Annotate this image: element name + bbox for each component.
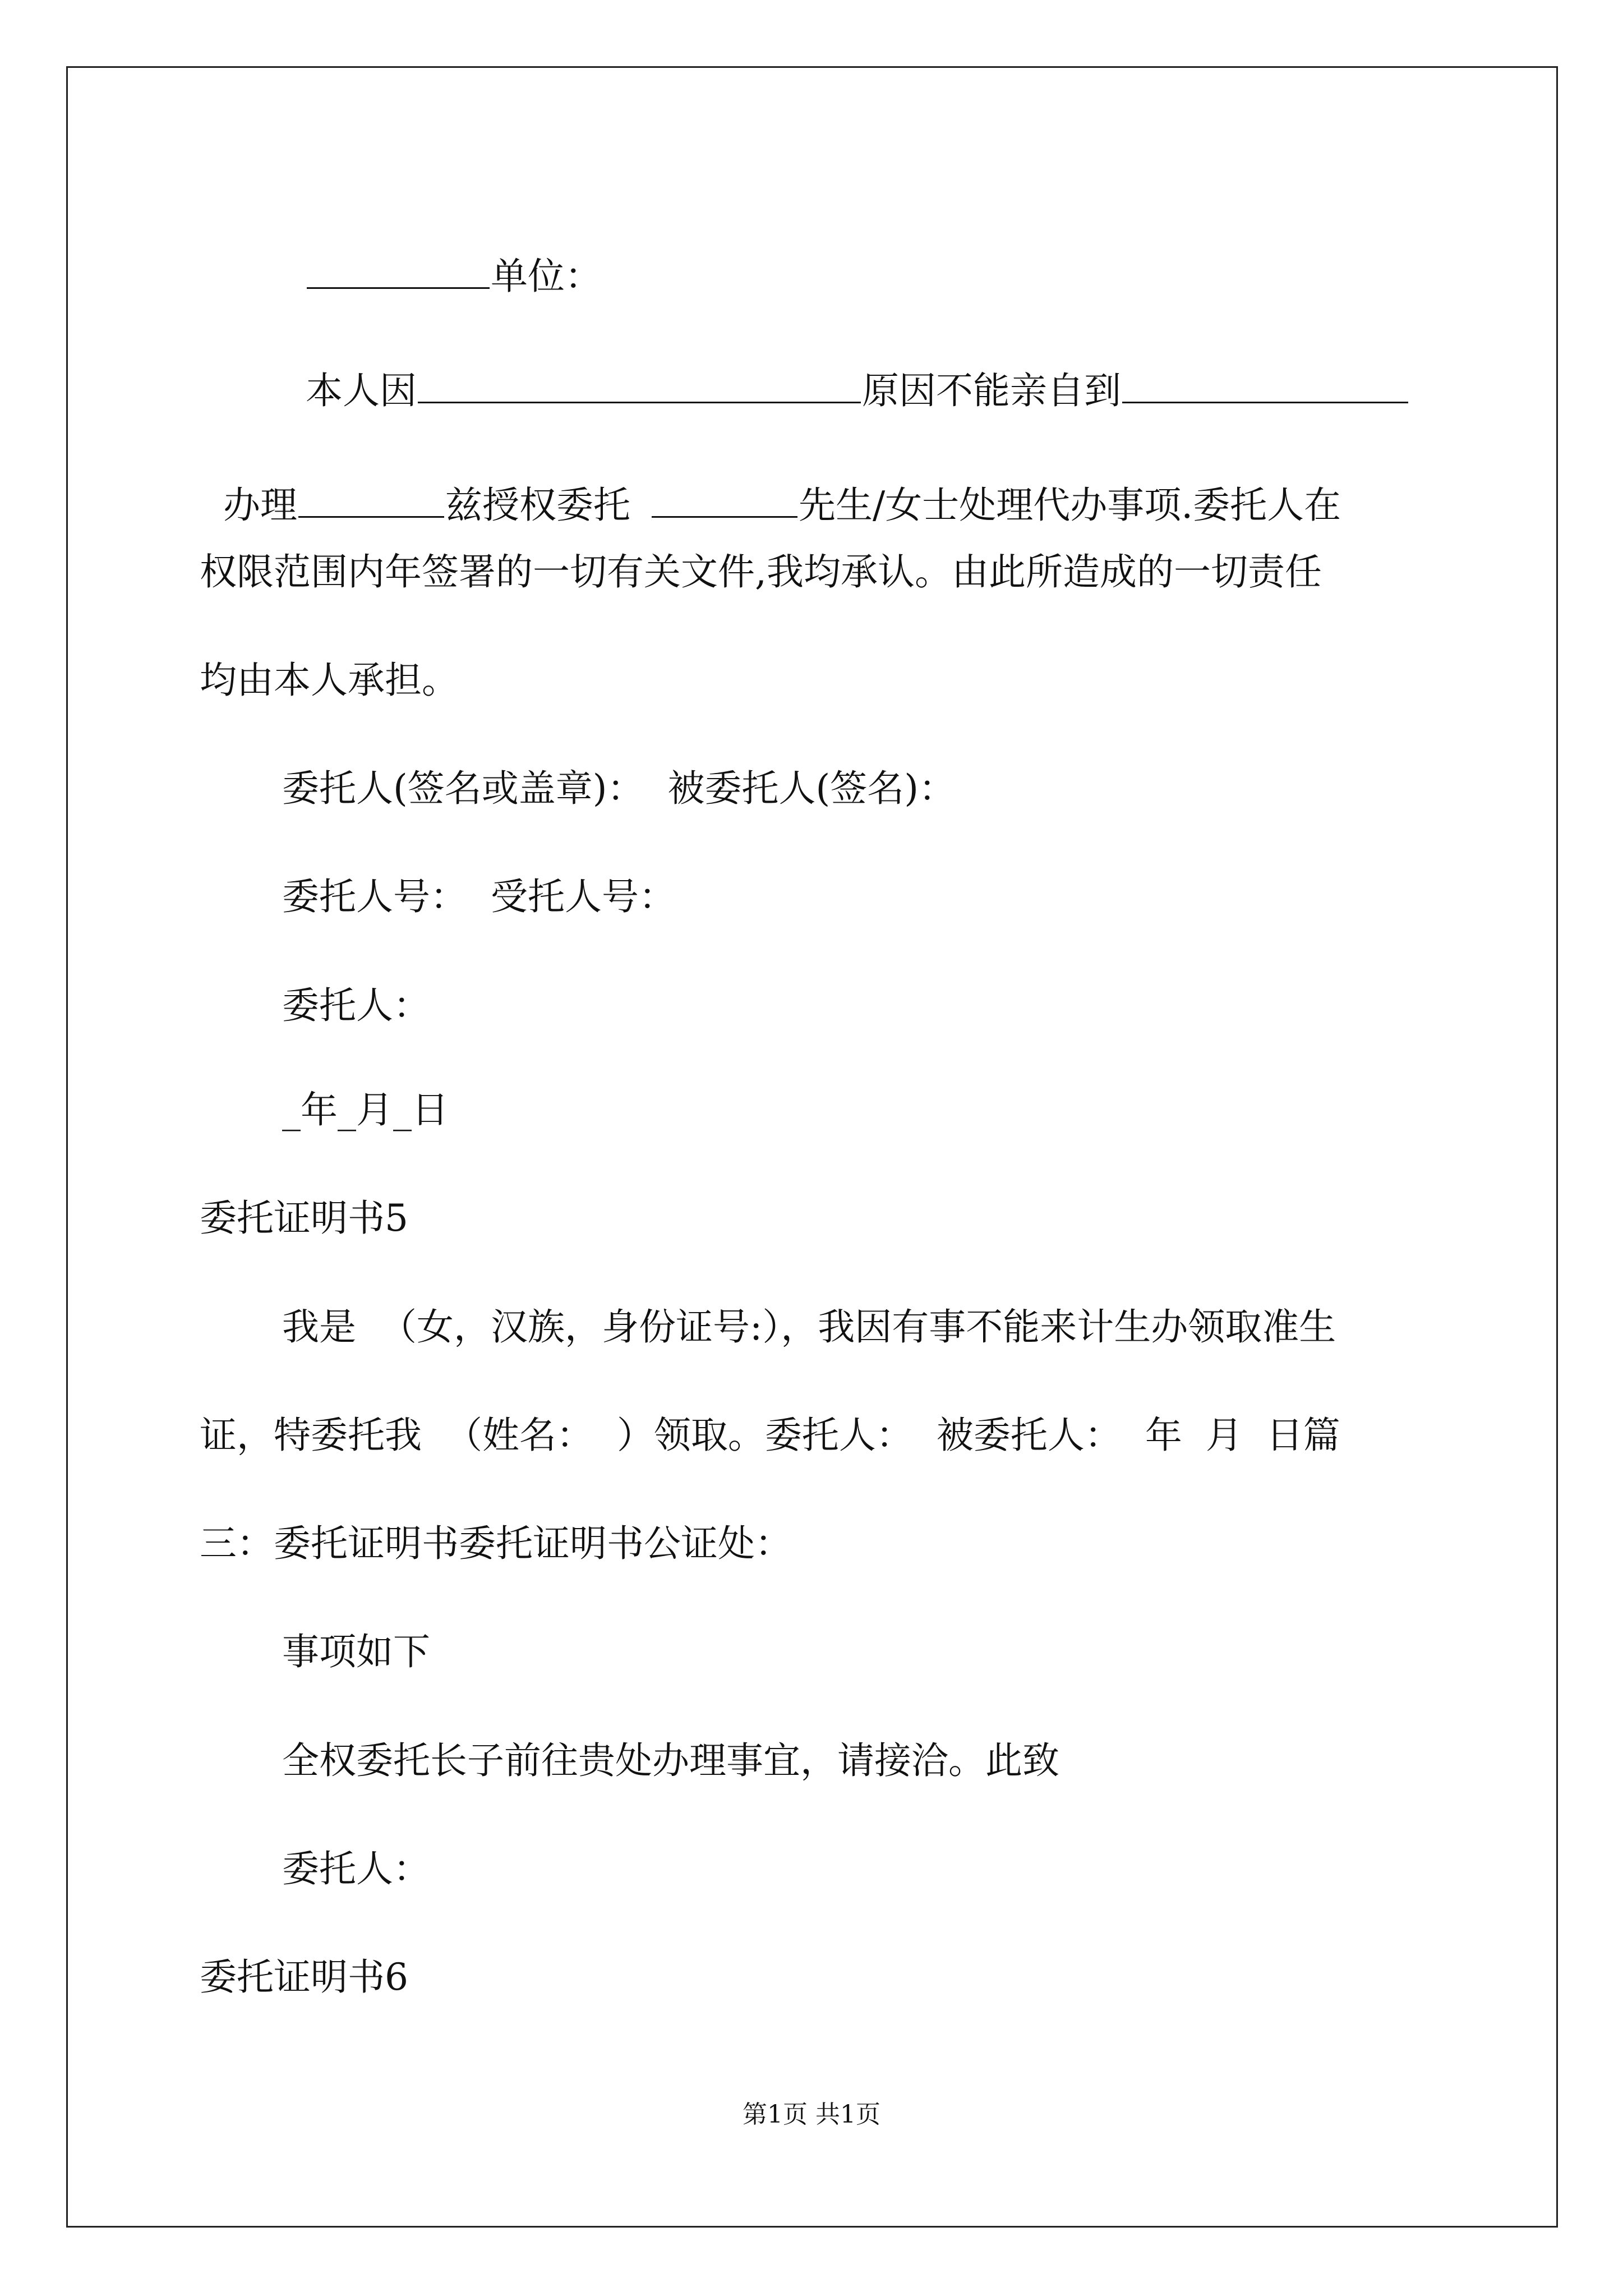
blank-field bbox=[652, 482, 797, 518]
body-text: 先生/女士处理代办事项.委托人在 bbox=[798, 484, 1341, 527]
body-text: 原因不能亲自到 bbox=[861, 369, 1121, 412]
page-footer: 第1页 共1页 bbox=[743, 2100, 880, 2129]
section-title-5: 委托证明书5 bbox=[200, 1197, 408, 1240]
body-line-6: 证，特委托我 （姓名： ）领取。委托人： 被委托人： 年 月 日篇 bbox=[200, 1414, 1340, 1457]
body-text: 本人因 bbox=[305, 369, 417, 412]
addressee-line bbox=[282, 217, 602, 298]
blank-field bbox=[418, 368, 861, 403]
body-line-7: 三：委托证明书委托证明书公证处： bbox=[200, 1522, 792, 1565]
body-line-5: 我是 （女，汉族，身份证号:），我因有事不能来计生办领取准生 bbox=[282, 1305, 1336, 1349]
signature-line: 委托人(签名或盖章)： 被委托人(签名)： bbox=[282, 767, 956, 810]
body-line-1 bbox=[282, 331, 1409, 412]
body-line-4: 均由本人承担。 bbox=[200, 659, 459, 702]
blank-field bbox=[307, 254, 490, 289]
authorization-line: 全权委托长子前往贵处办理事宜，请接洽。此致 bbox=[282, 1739, 1059, 1782]
principal-line-2: 委托人： bbox=[282, 1847, 430, 1890]
body-text: 兹授权委托 bbox=[445, 484, 630, 527]
blank-field bbox=[1122, 368, 1408, 403]
principal-line: 委托人： bbox=[282, 984, 430, 1027]
body-line-2 bbox=[200, 445, 1341, 527]
body-line-3: 权限范围内年签署的一切有关文件,我均承认。由此所造成的一切责任 bbox=[200, 550, 1322, 593]
date-line: _年_月_日 bbox=[282, 1088, 449, 1131]
matters-line: 事项如下 bbox=[282, 1630, 430, 1673]
body-text: 办理 bbox=[223, 484, 297, 527]
blank-field bbox=[298, 482, 444, 518]
id-number-line: 委托人号： 受托人号： bbox=[282, 875, 676, 918]
section-title-6: 委托证明书6 bbox=[200, 1955, 408, 1999]
addressee-label: 单位： bbox=[490, 255, 602, 298]
